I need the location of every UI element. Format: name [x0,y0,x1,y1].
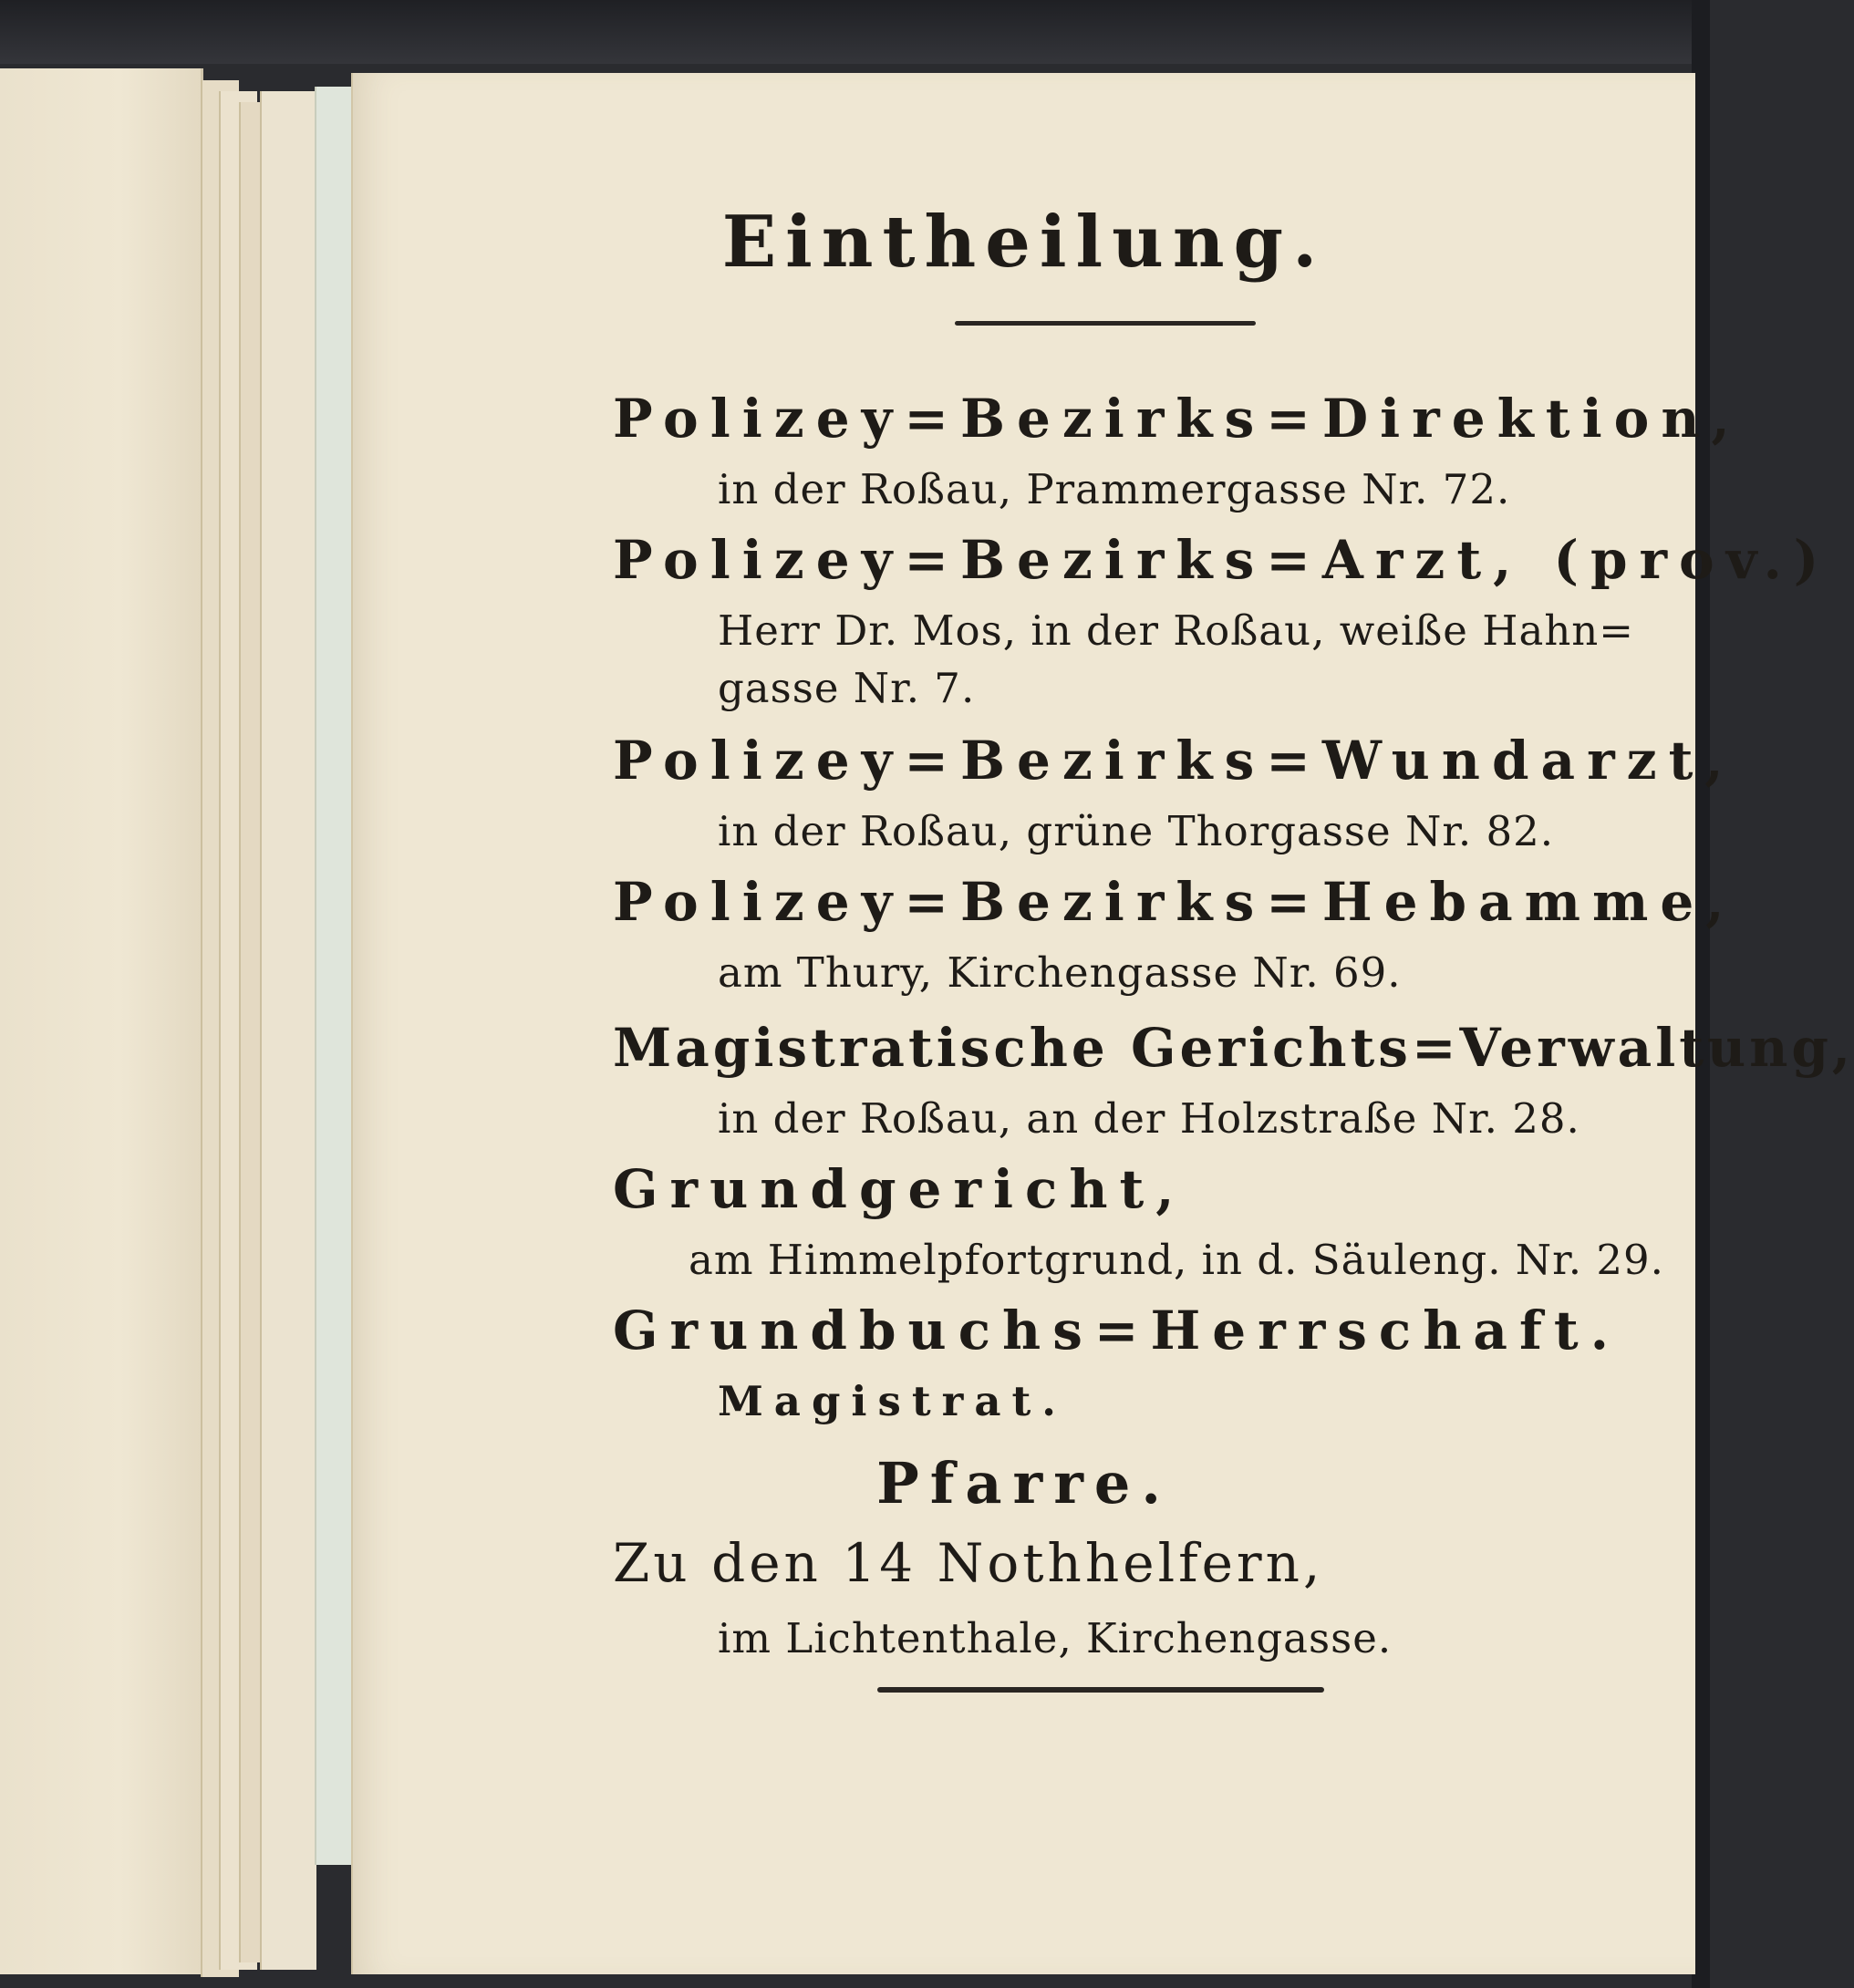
page-edge [315,87,353,1865]
section-title: Pfarre. [876,1450,1172,1517]
parish-line: im Lichtenthale, Kirchengasse. [718,1614,1393,1662]
entry-line: am Thury, Kirchengasse Nr. 69. [718,948,1402,997]
main-page [351,73,1854,1974]
entry-heading: Polizey=Bezirks=Hebamme, [613,871,1736,933]
entry-line: in der Roßau, an der Holzstraße Nr. 28. [718,1094,1580,1143]
entry-heading: Polizey=Bezirks=Arzt, (prov.) [613,529,1831,591]
entry-line: Herr Dr. Mos, in der Roßau, weiße Hahn= [718,606,1634,655]
entry-heading: Magistratische Gerichts=Verwaltung, [613,1017,1854,1079]
page-text [353,73,1854,1974]
entry-line: in der Roßau, grüne Thorgasse Nr. 82. [718,807,1555,855]
entry-line: am Himmelpfortgrund, in d. Säuleng. Nr. 29. [689,1236,1664,1284]
entry-heading: Polizey=Bezirks=Wundarzt, [613,730,1735,792]
bottom-rule [877,1687,1324,1693]
page-title: Eintheilung. [721,201,1327,284]
title-rule [955,321,1256,326]
entry-heading: Polizey=Bezirks=Direktion, [613,388,1742,450]
entry-heading: Grundgericht, [613,1158,1186,1220]
page-edge [260,91,316,1970]
entry-line: Magistrat. [718,1377,1067,1425]
book-cover-top [0,0,1710,64]
entry-heading: Grundbuchs=Herrschaft. [613,1299,1621,1362]
parish-heading: Zu den 14 Nothhelfern, [613,1532,1324,1594]
entry-line: gasse Nr. 7. [718,664,976,712]
left-page [0,68,203,1974]
entry-line: in der Roßau, Prammergasse Nr. 72. [718,465,1511,513]
